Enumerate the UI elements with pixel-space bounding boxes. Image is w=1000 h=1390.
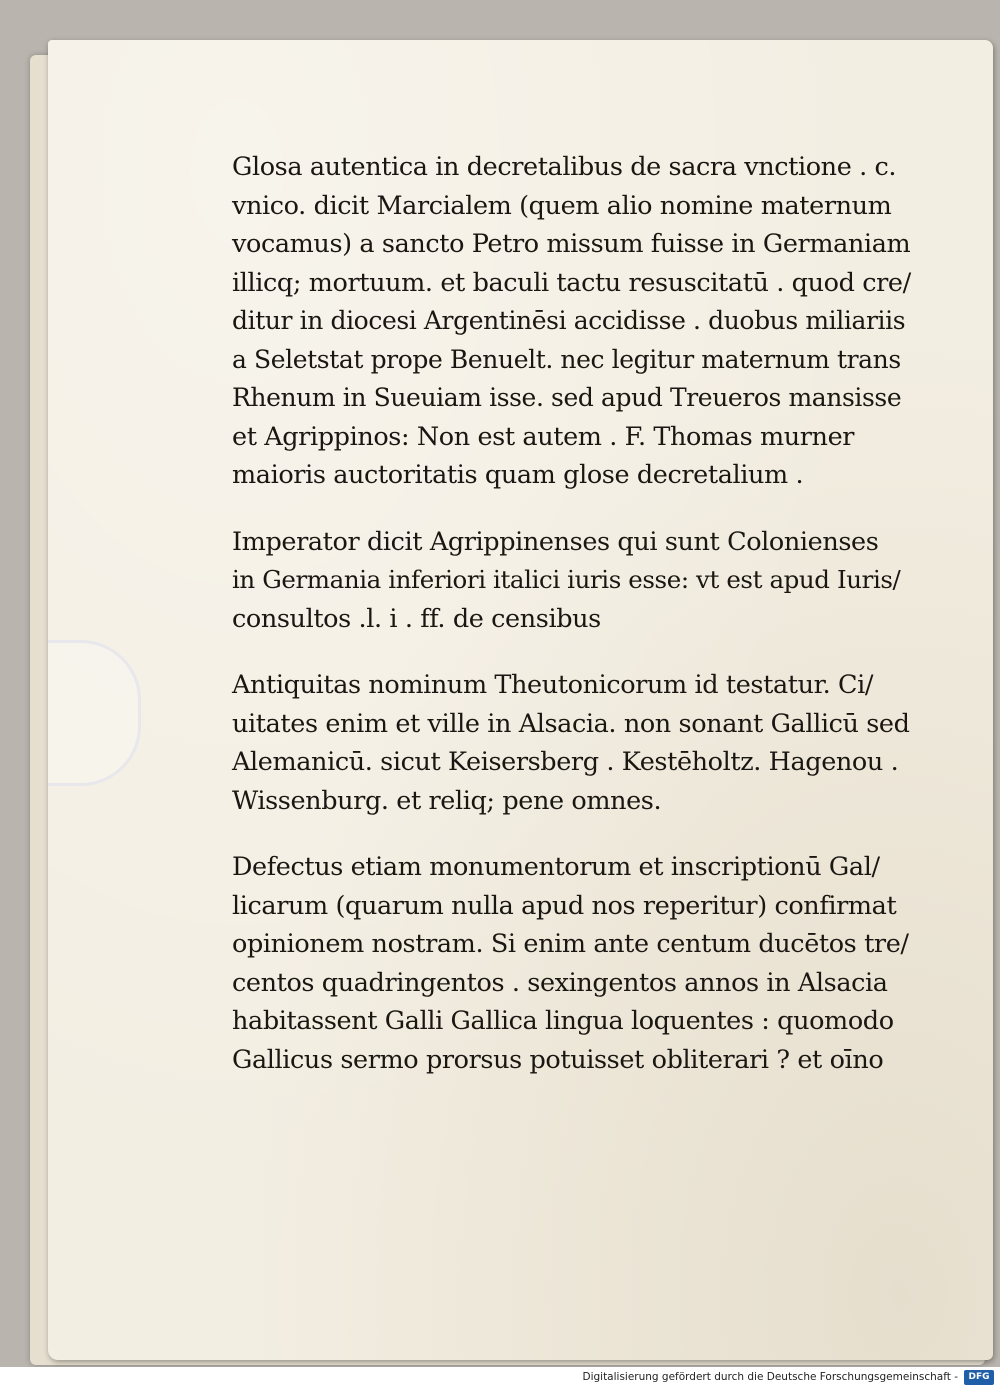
funding-credit: Digitalisierung gefördert durch die Deutsche Forschungsgemeinschaft - — [582, 1371, 958, 1383]
text-line: Alemanicū. sicut Keisersberg . Kestēholtz. Hagenou . — [232, 747, 899, 777]
paragraph-3 — [232, 666, 912, 820]
text-line: centos quadringentos . sexingentos annos in Alsacia — [232, 967, 888, 998]
text-line: Imperator dicit Agrippinenses qui sunt Colonienses — [232, 526, 879, 557]
text-line: et Agrippinos: Non est autem . F. Thomas murner — [232, 421, 855, 452]
text-line: maioris auctoritatis quam glose decretalium . — [232, 460, 804, 490]
text-line: licarum (quarum nulla apud nos reperitur) confirmat — [232, 890, 897, 921]
text-line: consultos .l. i . ff. de censibus — [232, 603, 601, 634]
text-line: Gallicus sermo prorsus potuisset obliterari ? et oīno — [232, 1044, 884, 1075]
text-line: Antiquitas nominum Theutonicorum id testatur. Ci/ — [232, 670, 874, 700]
text-line: Wissenburg. et reliq; pene omnes. — [232, 785, 662, 816]
page-text — [232, 148, 912, 1107]
text-line: ditur in diocesi Argentinēsi accidisse . duobus miliariis — [232, 306, 906, 335]
digitization-footer — [0, 1367, 1000, 1390]
text-line: illicq; mortuum. et baculi tactu resuscitatū . quod cre/ — [232, 267, 911, 298]
text-line: Defectus etiam monumentorum et inscriptionū Gal/ — [232, 852, 880, 882]
paragraph-4 — [232, 848, 912, 1079]
plastic-clip — [48, 640, 141, 786]
text-line: Rhenum in Sueuiam isse. sed apud Treueros mansisse — [232, 383, 902, 412]
text-line: opinionem nostram. Si enim ante centum ducētos tre/ — [232, 929, 909, 959]
text-line: in Germania inferiori italici iuris esse: vt est apud Iuris/ — [232, 565, 901, 594]
text-line: Glosa autentica in decretalibus de sacra vnctione . c. — [232, 152, 897, 182]
text-line: vocamus) a sancto Petro missum fuisse in Germaniam — [232, 229, 911, 259]
text-line: a Seletstat prope Benuelt. nec legitur maternum trans — [232, 344, 901, 374]
text-line: uitates enim et ville in Alsacia. non sonant Gallicū sed — [232, 708, 910, 739]
text-line: habitassent Galli Gallica lingua loquentes : quomodo — [232, 1006, 894, 1036]
paragraph-2 — [232, 523, 912, 639]
paragraph-1 — [232, 148, 912, 495]
text-line: vnico. dicit Marcialem (quem alio nomine maternum — [232, 190, 892, 221]
dfg-logo-icon: DFG — [964, 1370, 994, 1385]
